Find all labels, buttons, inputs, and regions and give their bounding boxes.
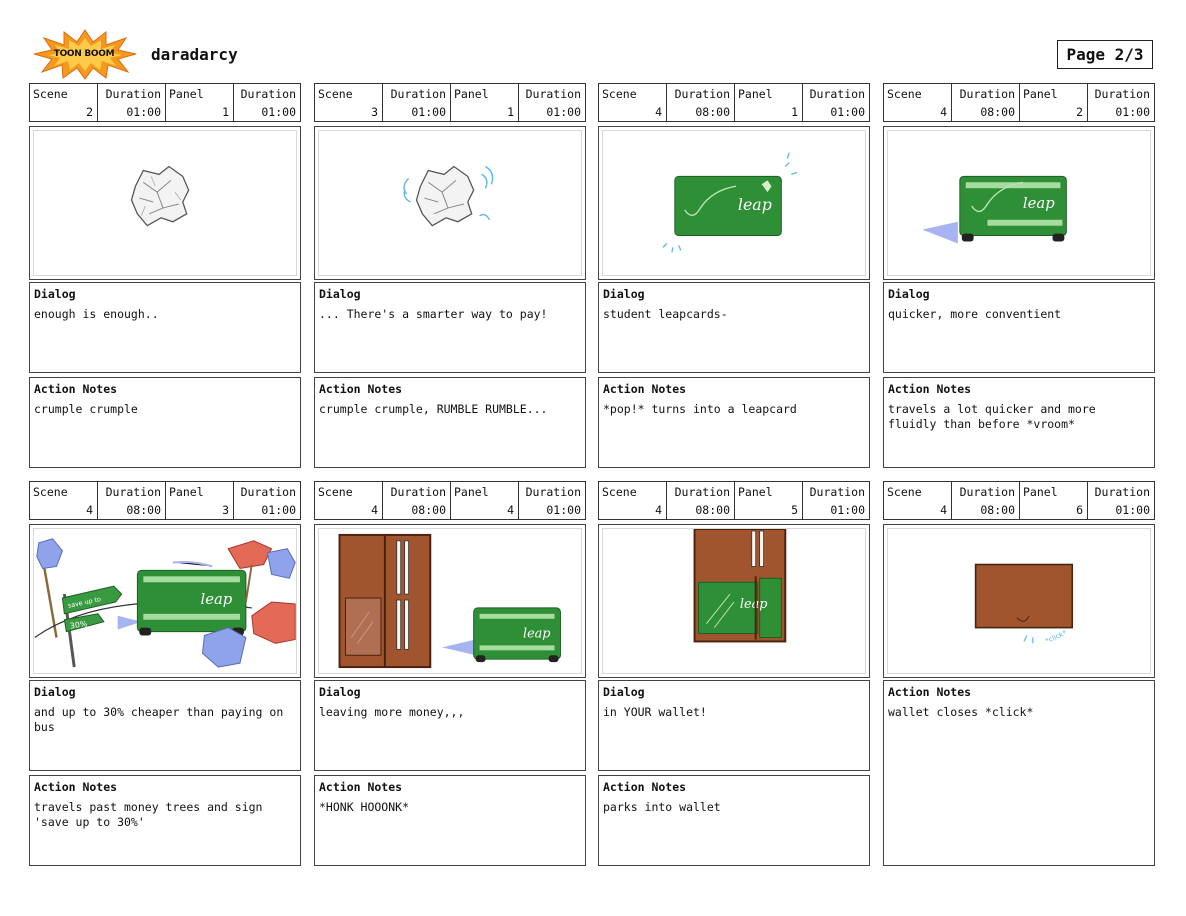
- dialog-label: Dialog: [603, 685, 645, 699]
- panel-image-frame: [29, 524, 301, 678]
- action-notes-box: [598, 775, 870, 866]
- action-notes-text: travels a lot quicker and more fluidly than before *vroom*: [888, 402, 1103, 431]
- scene-number: 4: [371, 503, 378, 517]
- panel-drawing: [602, 130, 866, 276]
- panel-duration: 01:00: [546, 105, 581, 119]
- action-notes-text: *HONK HOOONK*: [319, 800, 410, 814]
- action-notes-box: [883, 680, 1155, 866]
- dialog-text: ... There's a smarter way to pay!: [319, 307, 548, 321]
- scene-label: Scene: [318, 485, 353, 499]
- panel-header: [883, 83, 1155, 122]
- action-notes-box: [314, 377, 586, 468]
- scene-label: Scene: [887, 485, 922, 499]
- dialog-label: Dialog: [34, 685, 76, 699]
- panel-drawing: [887, 130, 1151, 276]
- sign-bottom-text: 30%: [69, 619, 88, 631]
- action-notes-label: Action Notes: [34, 382, 118, 396]
- dialog-box: [29, 680, 301, 771]
- panel-header: [29, 83, 301, 122]
- action-notes-text: *pop!* turns into a leapcard: [603, 402, 797, 416]
- panel-duration: 01:00: [261, 503, 296, 517]
- panel-drawing: [33, 130, 297, 276]
- dialog-text: quicker, more conventient: [888, 307, 1062, 321]
- dialog-label: Dialog: [34, 287, 76, 301]
- dialog-text: and up to 30% cheaper than paying on bus: [34, 705, 291, 734]
- panel-duration: 01:00: [546, 503, 581, 517]
- panel-header: [29, 481, 301, 520]
- scene-label: Scene: [602, 485, 637, 499]
- panel-duration-label: Duration: [240, 87, 296, 101]
- action-notes-box: [883, 377, 1155, 468]
- panel-drawing: [318, 130, 582, 276]
- action-notes-label: Action Notes: [888, 382, 972, 396]
- action-notes-label: Action Notes: [888, 685, 972, 699]
- panel-label: Panel: [454, 485, 489, 499]
- panel-label: Panel: [1023, 485, 1058, 499]
- scene-duration-label: Duration: [959, 87, 1015, 101]
- action-notes-label: Action Notes: [603, 382, 687, 396]
- panel-image-frame: [598, 126, 870, 280]
- dialog-box: [29, 282, 301, 373]
- panel-drawing: [602, 528, 866, 674]
- dialog-text: student leapcards-: [603, 307, 728, 321]
- dialog-label: Dialog: [603, 287, 645, 301]
- scene-label: Scene: [318, 87, 353, 101]
- dialog-label: Dialog: [888, 287, 930, 301]
- panel-duration-label: Duration: [1094, 87, 1150, 101]
- card-brand-text: leap: [739, 596, 768, 612]
- scene-label: Scene: [887, 87, 922, 101]
- dialog-box: [598, 282, 870, 373]
- panel-image-frame: [883, 524, 1155, 678]
- panel-header: [883, 481, 1155, 520]
- logo-text: TOON BOOM: [53, 49, 115, 59]
- action-notes-text: crumple crumple: [34, 402, 138, 416]
- action-notes-label: Action Notes: [603, 780, 687, 794]
- sign-top-text: save up to: [67, 595, 102, 610]
- panel-duration-label: Duration: [809, 485, 865, 499]
- scene-number: 4: [940, 105, 947, 119]
- panel-duration: 01:00: [830, 105, 865, 119]
- page-indicator: Page 2/3: [1057, 40, 1153, 69]
- scene-duration: 08:00: [695, 105, 730, 119]
- scene-duration: 08:00: [980, 105, 1015, 119]
- panel-duration-label: Duration: [525, 485, 581, 499]
- panel-duration-label: Duration: [1094, 485, 1150, 499]
- panel-number: 6: [1076, 503, 1083, 517]
- action-notes-text: crumple crumple, RUMBLE RUMBLE...: [319, 402, 548, 416]
- scene-number: 4: [655, 105, 662, 119]
- panel-duration: 01:00: [1115, 105, 1150, 119]
- panel-duration-label: Duration: [240, 485, 296, 499]
- scene-duration-label: Duration: [105, 87, 161, 101]
- panel-image-frame: [598, 524, 870, 678]
- action-notes-label: Action Notes: [319, 382, 403, 396]
- panel-duration: 01:00: [1115, 503, 1150, 517]
- scene-duration-label: Duration: [674, 87, 730, 101]
- panel-duration: 01:00: [261, 105, 296, 119]
- dialog-text: in YOUR wallet!: [603, 705, 707, 719]
- scene-label: Scene: [33, 87, 68, 101]
- panel-number: 3: [222, 503, 229, 517]
- card-brand-text: leap: [1022, 194, 1055, 212]
- action-notes-label: Action Notes: [319, 780, 403, 794]
- action-notes-box: [598, 377, 870, 468]
- panel-header: [314, 83, 586, 122]
- dialog-text: leaving more money,,,: [319, 705, 465, 719]
- panel-image-frame: [314, 524, 586, 678]
- dialog-box: [314, 282, 586, 373]
- dialog-label: Dialog: [319, 287, 361, 301]
- panel-header: [314, 481, 586, 520]
- card-brand-text: leap: [522, 626, 551, 642]
- scene-duration: 01:00: [126, 105, 161, 119]
- action-notes-label: Action Notes: [34, 780, 118, 794]
- panel-number: 5: [791, 503, 798, 517]
- scene-duration-label: Duration: [105, 485, 161, 499]
- scene-number: 2: [86, 105, 93, 119]
- card-brand-text: leap: [737, 194, 772, 214]
- panel-image-frame: [883, 126, 1155, 280]
- scene-duration-label: Duration: [674, 485, 730, 499]
- scene-number: 4: [655, 503, 662, 517]
- dialog-text: enough is enough..: [34, 307, 159, 321]
- action-notes-text: wallet closes *click*: [888, 705, 1034, 719]
- panel-label: Panel: [169, 485, 204, 499]
- scene-duration-label: Duration: [390, 87, 446, 101]
- panel-drawing: [33, 528, 297, 674]
- panel-drawing: [318, 528, 582, 674]
- panel-number: 4: [507, 503, 514, 517]
- dialog-box: [598, 680, 870, 771]
- scene-duration: 01:00: [411, 105, 446, 119]
- scene-duration: 08:00: [980, 503, 1015, 517]
- project-title: daradarcy: [151, 45, 238, 64]
- action-notes-text: parks into wallet: [603, 800, 721, 814]
- panel-image-frame: [29, 126, 301, 280]
- panel-number: 1: [507, 105, 514, 119]
- panel-label: Panel: [454, 87, 489, 101]
- panel-drawing: [887, 528, 1151, 674]
- scene-label: Scene: [33, 485, 68, 499]
- action-notes-box: [314, 775, 586, 866]
- scene-duration-label: Duration: [959, 485, 1015, 499]
- panel-duration: 01:00: [830, 503, 865, 517]
- action-notes-box: [29, 377, 301, 468]
- panel-label: Panel: [169, 87, 204, 101]
- panel-header: [598, 83, 870, 122]
- scene-duration: 08:00: [126, 503, 161, 517]
- dialog-box: [883, 282, 1155, 373]
- scene-duration-label: Duration: [390, 485, 446, 499]
- panel-number: 1: [222, 105, 229, 119]
- panel-number: 1: [791, 105, 798, 119]
- panel-label: Panel: [1023, 87, 1058, 101]
- panel-header: [598, 481, 870, 520]
- click-sound-text: *click*: [1044, 628, 1068, 646]
- scene-number: 4: [86, 503, 93, 517]
- toon-boom-logo: [30, 28, 140, 80]
- card-brand-text: leap: [200, 590, 233, 608]
- dialog-box: [314, 680, 586, 771]
- scene-number: 4: [940, 503, 947, 517]
- scene-number: 3: [371, 105, 378, 119]
- action-notes-text: travels past money trees and sign 'save up to 30%': [34, 800, 270, 829]
- panel-duration-label: Duration: [525, 87, 581, 101]
- panel-label: Panel: [738, 87, 773, 101]
- dialog-label: Dialog: [319, 685, 361, 699]
- panel-image-frame: [314, 126, 586, 280]
- panel-number: 2: [1076, 105, 1083, 119]
- panel-label: Panel: [738, 485, 773, 499]
- scene-duration: 08:00: [695, 503, 730, 517]
- scene-label: Scene: [602, 87, 637, 101]
- panel-duration-label: Duration: [809, 87, 865, 101]
- action-notes-box: [29, 775, 301, 866]
- scene-duration: 08:00: [411, 503, 446, 517]
